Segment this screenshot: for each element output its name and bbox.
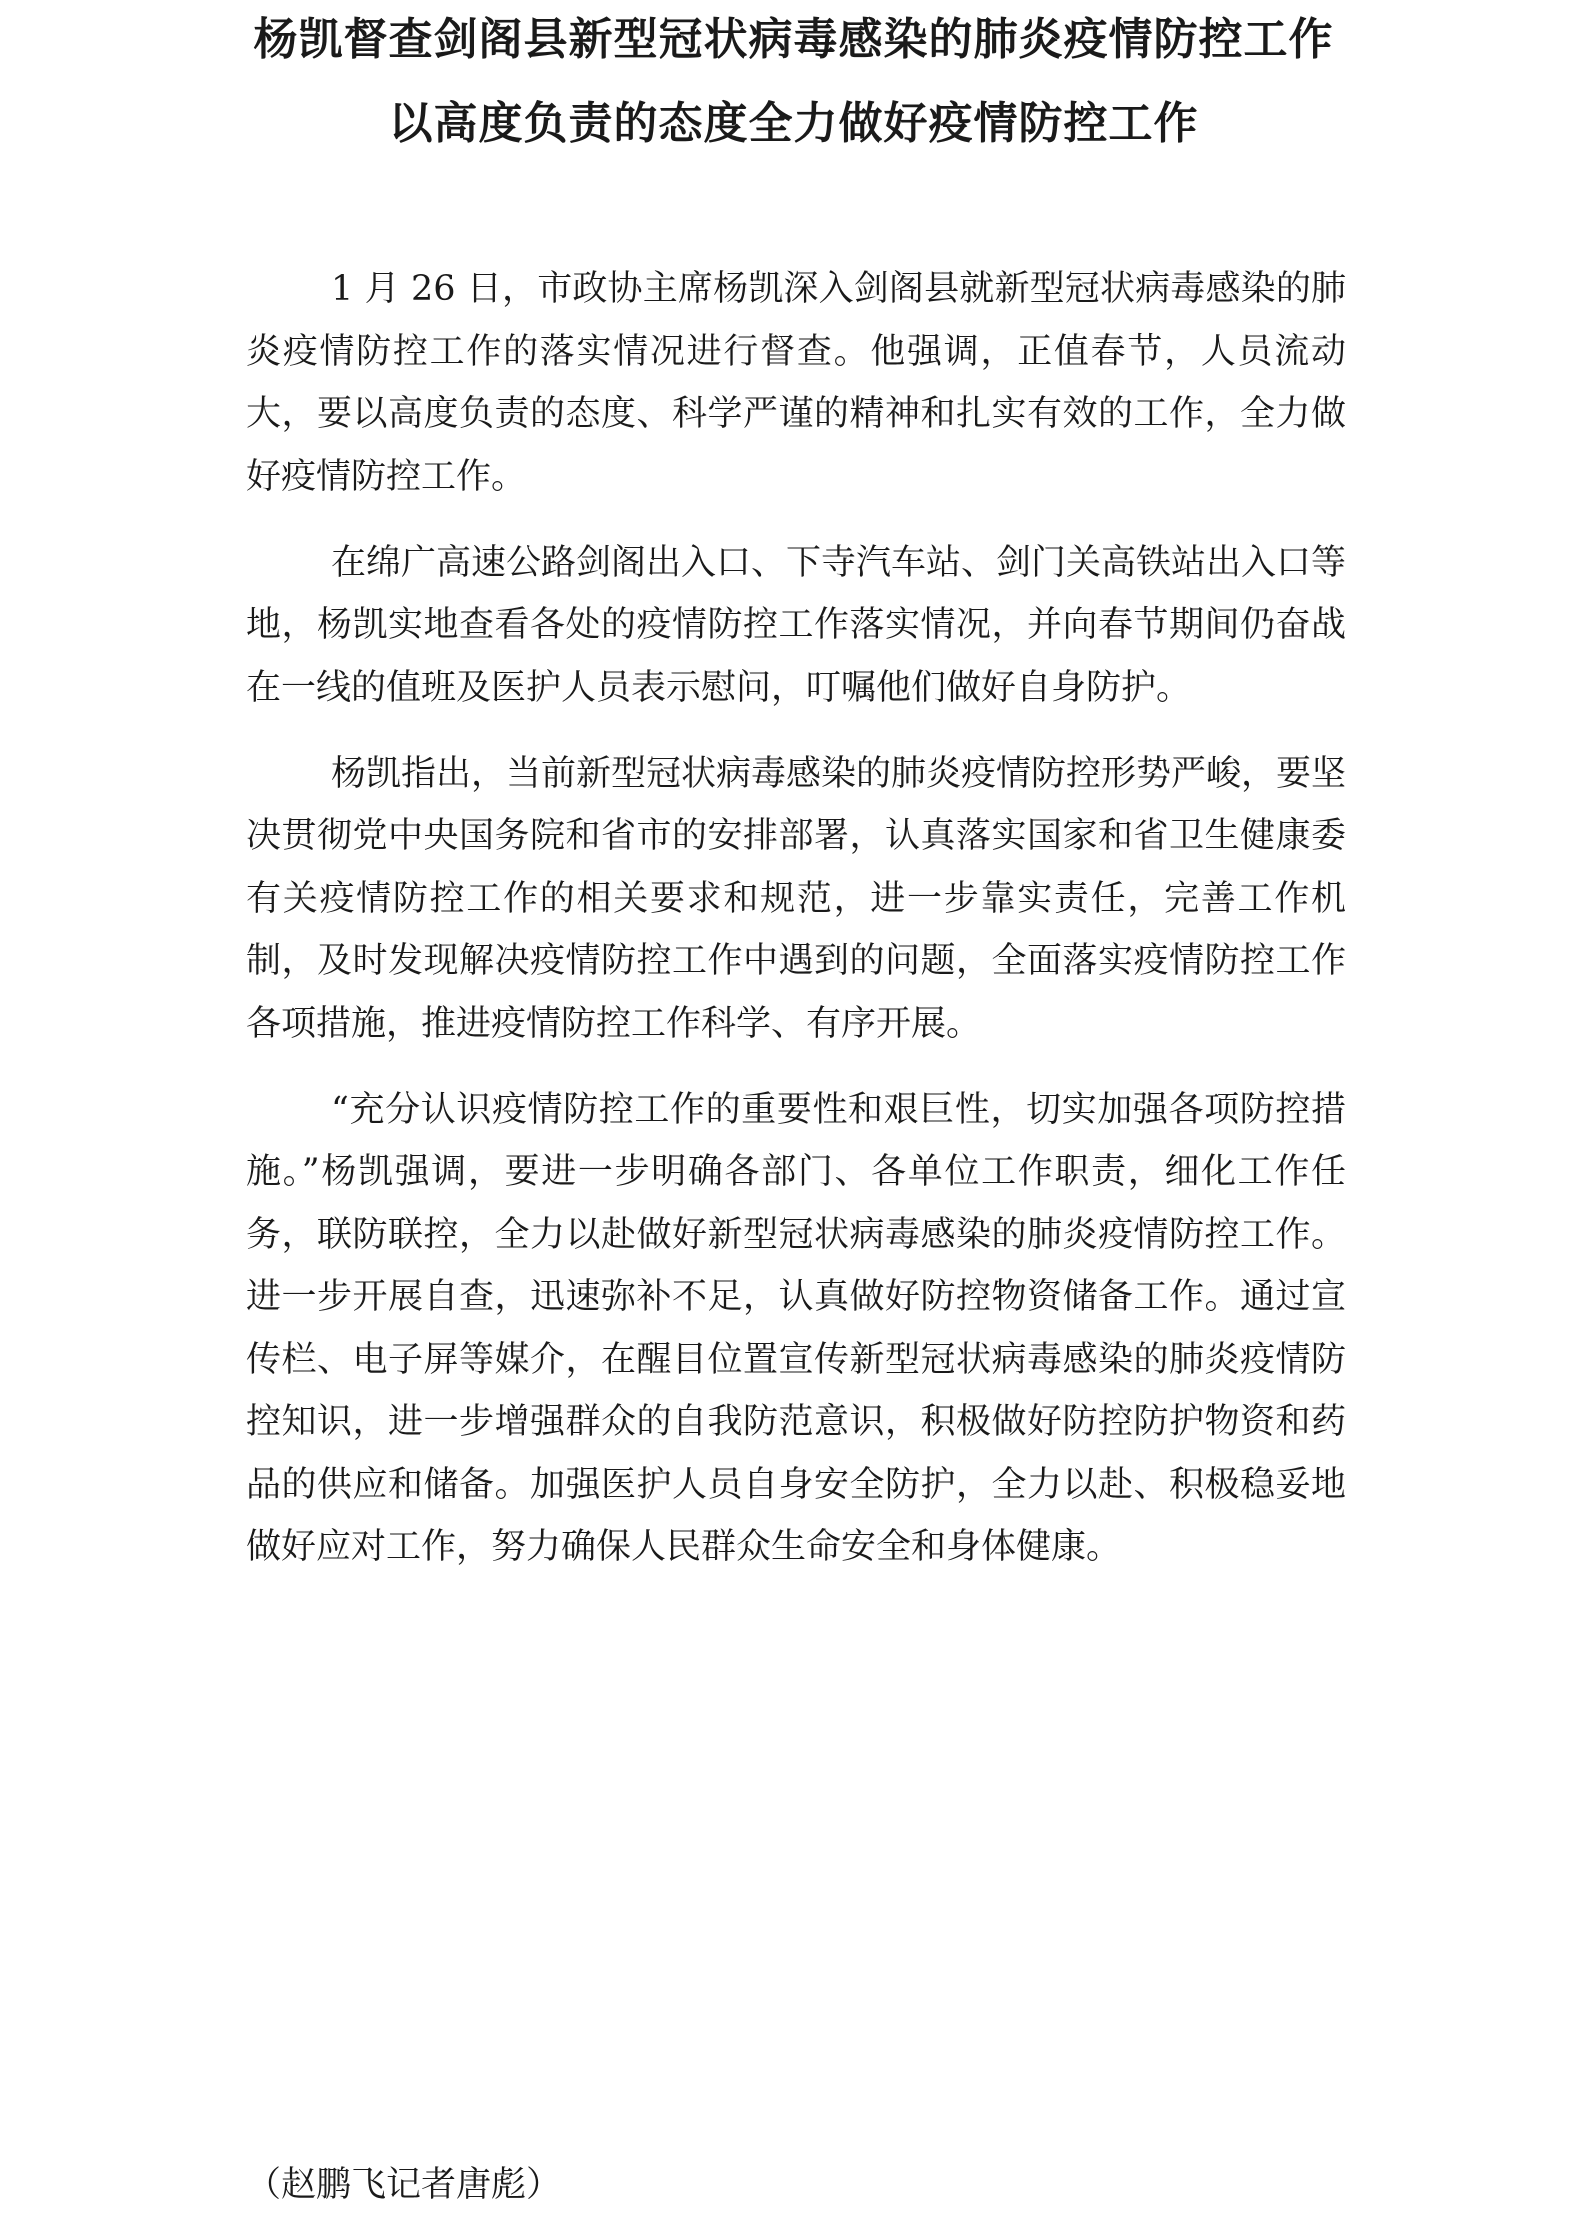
article-body bbox=[246, 258, 1346, 1579]
article-title-line-1: 杨凯督查剑阁县新型冠状病毒感染的肺炎疫情防控工作 bbox=[253, 14, 1334, 65]
article-paragraph-1: 1 月 26 日，市政协主席杨凯深入剑阁县就新型冠状病毒感染的肺炎疫情防控工作的落实情况进行督查。他强调，正值春节，人员流动大，要以高度负责的态度、科学严谨的精神和扎实有效的工作，全力做好疫情防控工作。 bbox=[246, 269, 1346, 497]
article-byline: （赵鹏飞记者唐彪） bbox=[246, 2165, 562, 2205]
article-paragraph-3: 杨凯指出，当前新型冠状病毒感染的肺炎疫情防控形势严峻，要坚决贯彻党中央国务院和省市的安排部署，认真落实国家和省卫生健康委有关疫情防控工作的相关要求和规范，进一步靠实责任，完善工作机制，及时发现解决疫情防控工作中遇到的问题，全面落实疫情防控工作各项措施，推进疫情防控工作科学、有序开展。 bbox=[246, 753, 1347, 1044]
article-paragraph-4: “充分认识疫情防控工作的重要性和艰巨性，切实加强各项防控措施。”杨凯强调，要进一步明确各部门、各单位工作职责，细化工作任务，联防联控，全力以赴做好新型冠状病毒感染的肺炎疫情防控工作。进一步开展自查，迅速弥补不足，认真做好防控物资储备工作。通过宣传栏、电子屏等媒介，在醒目位置宣传新型冠状病毒感染的肺炎疫情防控知识，进一步增强群众的自我防范意识，积极做好防控防护物资和药品的供应和储备。加强医护人员自身安全防护，全力以赴、积极稳妥地做好应对工作，努力确保人民群众生命安全和身体健康。 bbox=[246, 1089, 1346, 1567]
article-title-line-2: 以高度负责的态度全力做好疫情防控工作 bbox=[388, 98, 1199, 149]
article-paragraph-2: 在绵广高速公路剑阁出入口、下寺汽车站、剑门关高铁站出入口等地，杨凯实地查看各处的疫情防控工作落实情况，并向春节期间仍奋战在一线的值班及医护人员表示慰问，叮嘱他们做好自身防护。 bbox=[246, 542, 1347, 708]
